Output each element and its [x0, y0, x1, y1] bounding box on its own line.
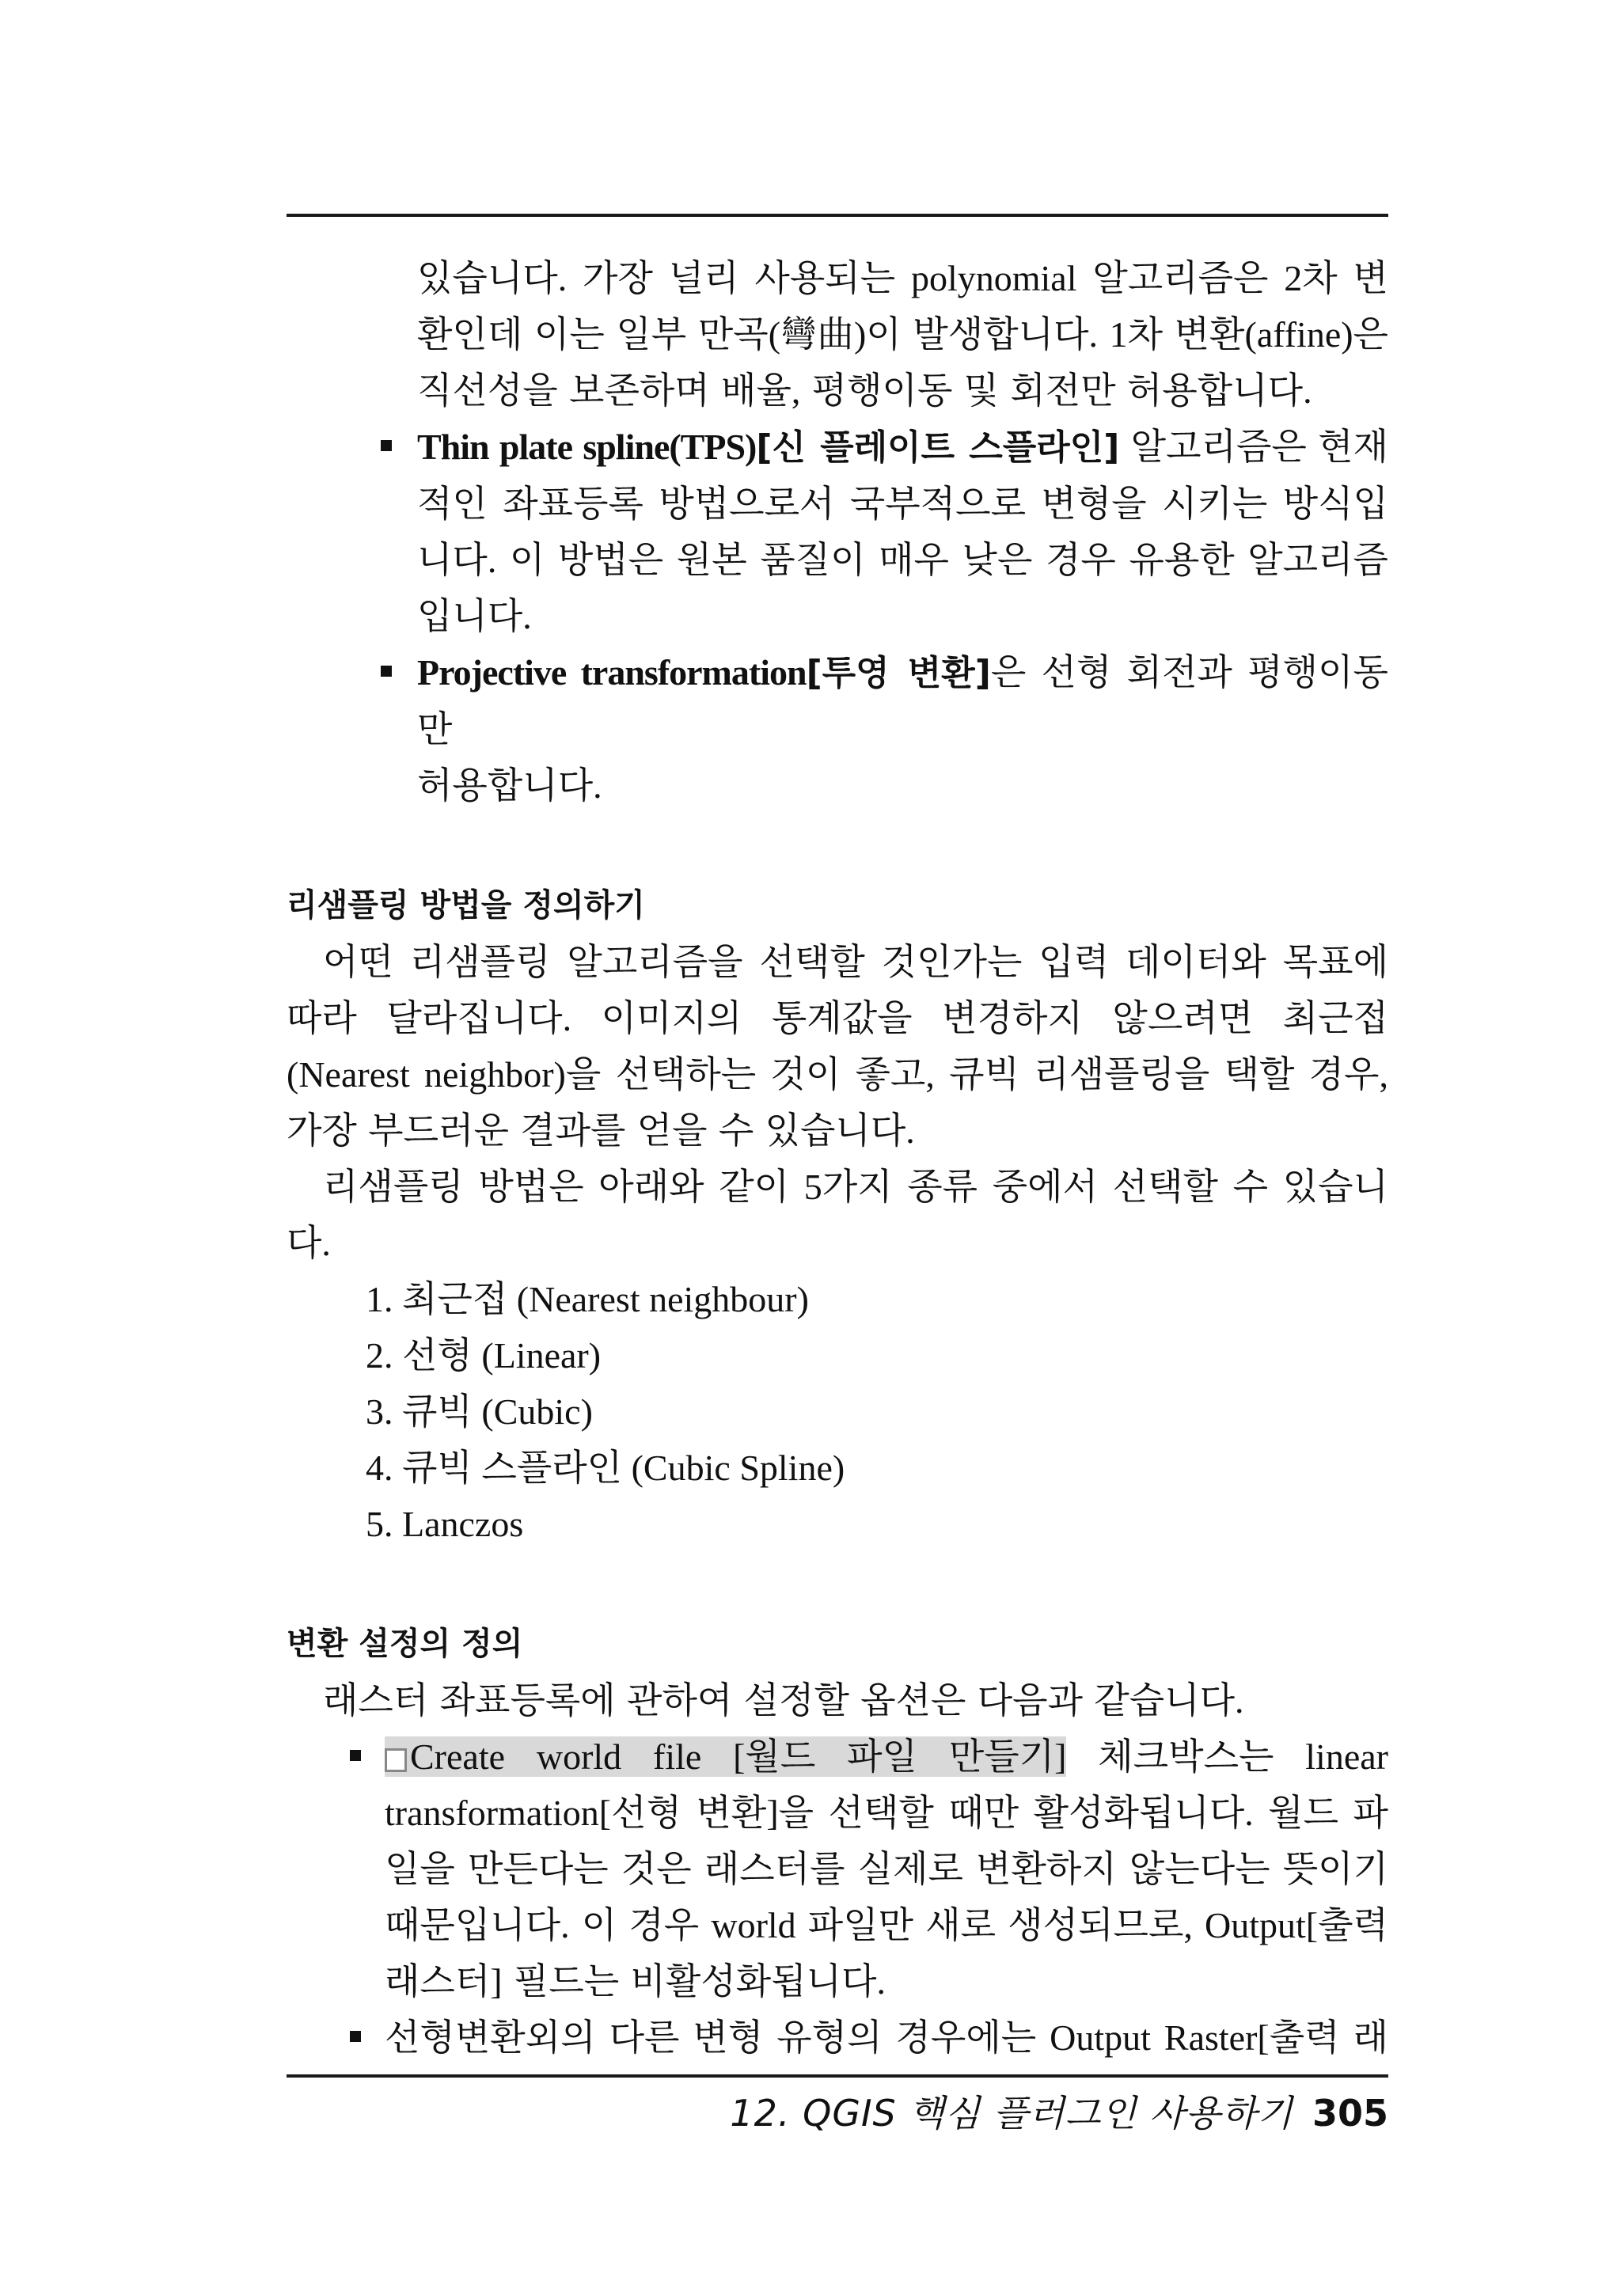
create-world-file-option	[385, 1736, 1066, 1777]
create-world-file-label: Create world file [월드 파일 만들기]	[410, 1736, 1067, 1777]
list-item: 2. 선형 (Linear)	[366, 1335, 602, 1376]
square-bullet-icon	[381, 666, 392, 677]
projective-korean-label: [투영 변환]	[806, 653, 991, 693]
text-line: 니다. 이 방법은 원본 품질이 매우 낮은 경우 유용한 알고리즘	[417, 540, 1388, 580]
text-line: transformation[선형 변환]을 선택할 때만 활성화됩니다. 월드 파	[385, 1793, 1388, 1833]
projective-bullet	[417, 644, 1388, 814]
square-bullet-icon	[350, 2031, 361, 2042]
text-line: 다.	[287, 1223, 331, 1263]
checkbox-icon	[385, 1748, 407, 1772]
resampling-paragraph-1	[287, 934, 1388, 1159]
text-line: 때문입니다. 이 경우 world 파일만 새로 생성되므로, Output[출력	[385, 1905, 1388, 1945]
text-line: 가장 부드러운 결과를 얻을 수 있습니다.	[287, 1110, 915, 1151]
list-item: 5. Lanczos	[366, 1504, 524, 1544]
text-line	[417, 419, 1388, 476]
list-item: 3. 큐빅 (Cubic)	[366, 1391, 593, 1432]
text-line: 허용합니다.	[417, 765, 602, 806]
text-line: 선형변환외의 다른 변형 유형의 경우에는 Output Raster[출력 래	[385, 2017, 1388, 2058]
text-line: 있습니다. 가장 널리 사용되는 polynomial 알고리즘은 2차 변	[417, 258, 1388, 298]
square-bullet-icon	[350, 1750, 361, 1761]
create-world-file-text: 체크박스는 linear	[1066, 1736, 1388, 1777]
text-line: (Nearest neighbor)을 선택하는 것이 좋고, 큐빅 리샘플링을 택할 경우,	[287, 1054, 1388, 1095]
tps-text: 알고리즘은 현재	[1119, 427, 1388, 467]
projective-label: Projective transformation	[417, 652, 807, 693]
text-line	[417, 644, 1388, 757]
text-line: 어떤 리샘플링 알고리즘을 선택할 것인가는 입력 데이터와 목표에	[323, 942, 1388, 982]
page-body	[287, 250, 1388, 2066]
text-line: 리샘플링 방법은 아래와 같이 5가지 종류 중에서 선택할 수 있습니	[323, 1167, 1388, 1207]
tps-label: Thin plate spline(TPS)	[417, 427, 757, 467]
text-line: 일을 만든다는 것은 래스터를 실제로 변환하지 않는다는 뜻이기	[385, 1849, 1388, 1889]
resampling-paragraph-2	[287, 1159, 1388, 1271]
chapter-title: 12. QGIS 핵심 플러그인 사용하기	[730, 2092, 1293, 2135]
projective-text: 은 선형 회전과 평행이동만	[417, 652, 1388, 750]
text-line	[385, 1729, 1388, 1785]
text-line: 따라 달라집니다. 이미지의 통계값을 변경하지 않으려면 최근접	[287, 998, 1388, 1038]
intro-paragraph	[417, 250, 1388, 419]
text-line: 환인데 이는 일부 만곡(彎曲)이 발생합니다. 1차 변환(affine)은	[417, 314, 1388, 355]
footer-rule	[287, 2074, 1388, 2078]
text-line: 적인 좌표등록 방법으로서 국부적으로 변형을 시키는 방식입	[417, 484, 1388, 524]
page-footer	[730, 2089, 1388, 2137]
create-world-file-bullet	[385, 1729, 1388, 2009]
other-transform-bullet	[385, 2009, 1388, 2066]
section-heading-resampling: 리샘플링 방법을 정의하기	[287, 887, 645, 924]
section-heading-transform: 변환 설정의 정의	[287, 1626, 523, 1662]
square-bullet-icon	[381, 440, 392, 451]
text-line: 직선성을 보존하며 배율, 평행이동 및 회전만 허용합니다.	[417, 370, 1312, 411]
list-item: 1. 최근접 (Nearest neighbour)	[366, 1279, 809, 1319]
text-line: 래스터] 필드는 비활성화됩니다.	[385, 1961, 886, 2002]
header-rule	[287, 214, 1388, 217]
resampling-method-list	[366, 1271, 1388, 1552]
page-number: 305	[1312, 2092, 1388, 2135]
text-line: 입니다.	[417, 596, 532, 636]
tps-korean-label: [신 플레이트 스플라인]	[756, 427, 1120, 468]
tps-bullet	[417, 419, 1388, 644]
list-item: 4. 큐빅 스플라인 (Cubic Spline)	[366, 1448, 845, 1488]
transform-intro: 래스터 좌표등록에 관하여 설정할 옵션은 다음과 같습니다.	[323, 1680, 1244, 1721]
